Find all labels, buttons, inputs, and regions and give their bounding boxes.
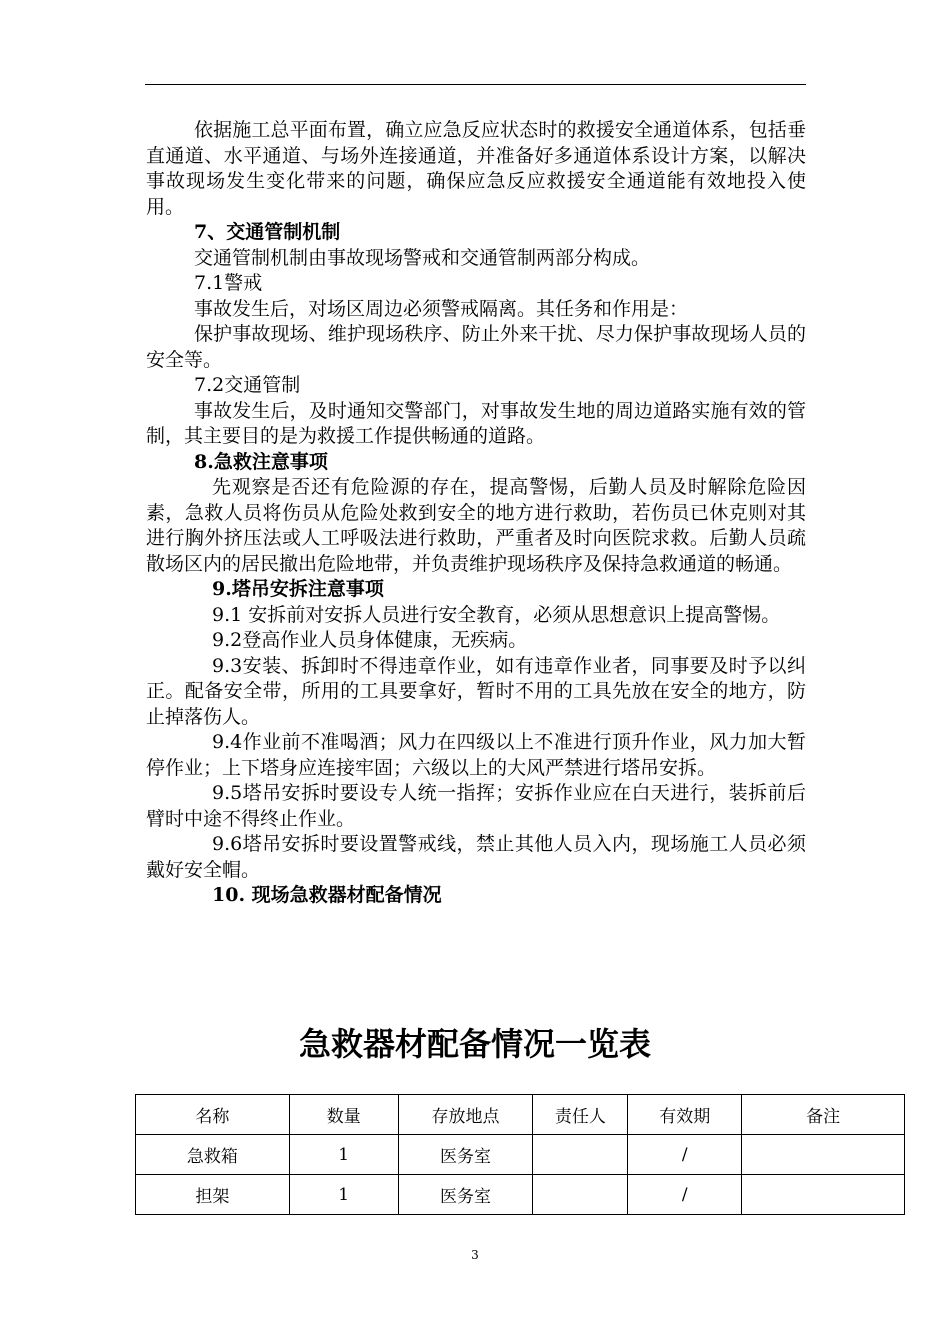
cell-validity: / [628,1175,742,1215]
paragraph-crane-9-3: 9.3安装、拆卸时不得违章作业，如有违章作业者，同事要及时予以纠正。配备安全带，所用的工具要拿好，暂时不用的工具先放在安全的地方，防止掉落伤人。 [146,654,806,728]
paragraph-safety-channel: 依据施工总平面布置，确立应急反应状态时的救援安全通道体系，包括垂直通道、水平通道、与场外连接通道，并准备好多通道体系设计方案，以解决事故现场发生变化带来的问题，确保应急反应救援安全通道能有效地投入使用。 [146,119,806,218]
paragraph-crane-9-5: 9.5塔吊安拆时要设专人统一指挥；安拆作业应在白天进行，装拆前后臂时中途不得终止作业。 [146,782,806,830]
page-number: 3 [471,1248,479,1262]
cell-name: 急救箱 [136,1135,290,1175]
paragraph-alert: 事故发生后，对场区周边必须警戒隔离。其任务和作用是： [194,297,689,320]
table-title: 急救器材配备情况一览表 [298,1025,651,1063]
subheading-traffic: 7.2交通管制 [194,374,301,396]
table-row [136,1175,905,1215]
header-responsible: 责任人 [533,1095,628,1135]
cell-validity: / [628,1135,742,1175]
cell-quantity: 1 [289,1135,398,1175]
document-body [146,118,806,909]
cell-remarks [742,1135,905,1175]
table-header-row [136,1095,905,1135]
paragraph-first-aid: 先观察是否还有危险源的存在，提高警惕，后勤人员及时解除危险因素，急救人员将伤员从危险处救到安全的地方进行救助，若伤员已休克则对其进行胸外挤压法或人工呼吸法进行救助，严重者及时向医院求救。后勤人员疏散场区内的居民撤出危险地带，并负责维护现场秩序及保持急救通道的畅通。 [146,476,806,575]
subheading-alert: 7.1警戒 [194,272,263,294]
paragraph-crane-9-6: 9.6塔吊安拆时要设置警戒线，禁止其他人员入内，现场施工人员必须戴好安全帽。 [146,833,806,881]
paragraph-crane-9-4: 9.4作业前不准喝酒；风力在四级以上不准进行顶升作业，风力加大暂停作业；上下塔身应连接牢固；六级以上的大风严禁进行塔吊安拆。 [146,731,806,779]
heading-equipment: 10. 现场急救器材配备情况 [212,884,442,906]
header-rule [145,84,806,85]
heading-tower-crane: 9.塔吊安拆注意事项 [212,578,384,600]
cell-remarks [742,1175,905,1215]
header-name: 名称 [136,1095,290,1135]
paragraph-traffic-intro: 交通管制机制由事故现场警戒和交通管制两部分构成。 [194,246,651,269]
paragraph-traffic: 事故发生后，及时通知交警部门，对事故发生地的周边道路实施有效的管制，其主要目的是为救援工作提供畅通的道路。 [146,399,806,447]
table-row [136,1135,905,1175]
paragraph-alert-tasks: 保护事故现场、维护现场秩序、防止外来干扰、尽力保护事故现场人员的安全等。 [146,323,806,371]
paragraph-crane-9-2: 9.2登高作业人员身体健康，无疾病。 [212,629,528,651]
header-validity: 有效期 [628,1095,742,1135]
header-quantity: 数量 [289,1095,398,1135]
cell-responsible [533,1135,628,1175]
paragraph-crane-9-1: 9.1 安拆前对安拆人员进行安全教育，必须从思想意识上提高警惕。 [212,603,781,626]
cell-responsible [533,1175,628,1215]
header-location: 存放地点 [398,1095,533,1135]
heading-first-aid: 8.急救注意事项 [194,450,328,473]
cell-name: 担架 [136,1175,290,1215]
heading-traffic-control: 7、交通管制机制 [194,221,341,243]
equipment-table [135,1094,905,1215]
cell-location: 医务室 [398,1135,533,1175]
header-remarks: 备注 [742,1095,905,1135]
cell-location: 医务室 [398,1175,533,1215]
cell-quantity: 1 [289,1175,398,1215]
